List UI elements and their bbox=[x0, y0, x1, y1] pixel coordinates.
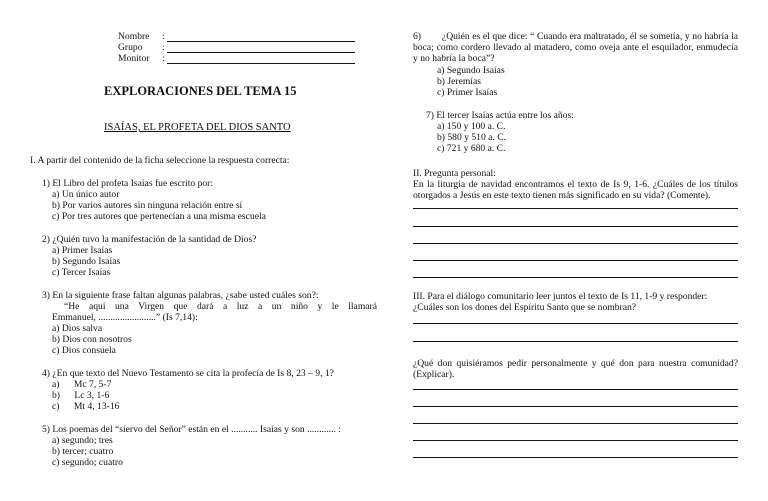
q3-option-b[interactable]: b) Dios con nosotros bbox=[52, 334, 132, 345]
q5-option-c[interactable]: c) segundo; cuatro bbox=[52, 457, 123, 468]
answer-line[interactable] bbox=[413, 341, 738, 342]
answer-line[interactable] bbox=[413, 260, 738, 261]
q4-option-c[interactable]: c) Mt 4, 13-16 bbox=[52, 401, 120, 412]
answer-line[interactable] bbox=[413, 323, 738, 324]
field-label: Grupo bbox=[118, 42, 143, 53]
answer-line[interactable] bbox=[413, 277, 738, 278]
field-label: Monitor bbox=[118, 53, 150, 64]
answer-line[interactable] bbox=[413, 406, 738, 407]
q5-stem: 5) Los poemas del “siervo del Señor” están en el ........... Isaías y son ............ : bbox=[42, 424, 341, 435]
q5-option-a[interactable]: a) segundo; tres bbox=[52, 435, 113, 446]
section2-heading: II. Pregunta personal: bbox=[413, 168, 496, 179]
q2-option-c[interactable]: c) Tercer Isaías bbox=[52, 267, 111, 278]
answer-line[interactable] bbox=[413, 457, 738, 458]
answer-line[interactable] bbox=[413, 243, 738, 244]
section4-question: ¿Qué don quisiéramos pedir personalmente y qué don para nuestra comunidad? (Explicar). bbox=[413, 358, 738, 380]
q2-stem: 2) ¿Quién tuvo la manifestación de la santidad de Dios? bbox=[42, 234, 257, 245]
q3-option-c[interactable]: c) Dios consuela bbox=[52, 345, 116, 356]
q6-option-b[interactable]: b) Jeremías bbox=[437, 76, 481, 87]
page-title: EXPLORACIONES DEL TEMA 15 bbox=[104, 84, 297, 98]
nombre-line[interactable] bbox=[167, 32, 355, 42]
section1-instruction: I. A partir del contenido de la ficha seleccione la respuesta correcta: bbox=[30, 155, 290, 166]
q6-option-c[interactable]: c) Primer Isaías bbox=[437, 87, 498, 98]
q1-option-b[interactable]: b) Por varios autores sin ninguna relación entre sí bbox=[52, 200, 243, 211]
answer-line[interactable] bbox=[413, 208, 738, 209]
answer-line[interactable] bbox=[413, 440, 738, 441]
q2-option-a[interactable]: a) Primer Isaías bbox=[52, 245, 113, 256]
q7-option-b[interactable]: b) 580 y 510 a. C. bbox=[437, 132, 507, 143]
q2-option-b[interactable]: b) Segundo Isaías bbox=[52, 256, 121, 267]
field-grupo[interactable]: Grupo : bbox=[118, 42, 355, 53]
field-monitor[interactable]: Monitor : bbox=[118, 53, 355, 64]
field-nombre[interactable]: Nombre : bbox=[118, 31, 355, 42]
answer-line[interactable] bbox=[413, 226, 738, 227]
q1-option-c[interactable]: c) Por tres autores que pertenecían a una misma escuela bbox=[52, 211, 266, 222]
grupo-line[interactable] bbox=[167, 43, 355, 53]
q4-option-a[interactable]: a) Mc 7, 5-7 bbox=[52, 379, 112, 390]
q7-option-a[interactable]: a) 150 y 100 a. C. bbox=[437, 121, 506, 132]
section2-question: En la liturgia de navidad encontramos el texto de Is 9, 1-6. ¿Cuáles de los títulos otorgados a Jesús en este texto tienen más significado en su vida? (Comente). bbox=[413, 179, 738, 201]
q6-text: 6) ¿Quién es el que dice: “ Cuando era maltratado, él se sometía, y no habría la boca; como cordero llevado al matadero, como oveja ante el esquilador, enmudecía y no habría la boca”? bbox=[413, 31, 741, 64]
section3-line2: ¿Cuáles son los dones del Espíritu Santo que se nombran? bbox=[413, 302, 637, 313]
q5-option-b[interactable]: b) tercer; cuatro bbox=[52, 446, 114, 457]
answer-line[interactable] bbox=[413, 423, 738, 424]
page-subtitle: ISAÍAS, EL PROFETA DEL DIOS SANTO bbox=[104, 122, 291, 133]
answer-line[interactable] bbox=[413, 389, 738, 390]
q7-stem: 7) El tercer Isaías actúa entre los años: bbox=[426, 110, 574, 121]
q6-option-a[interactable]: a) Segundo Isaías bbox=[437, 65, 505, 76]
q4-option-b[interactable]: b) Lc 3, 1-6 bbox=[52, 390, 110, 401]
q7-option-c[interactable]: c) 721 y 680 a. C. bbox=[437, 143, 506, 154]
q1-stem: 1) El Libro del profeta Isaías fue escrito por: bbox=[42, 178, 214, 189]
q3-stem: 3) En la siguiente frase faltan algunas palabras, ¿sabe usted cuáles son?: bbox=[42, 290, 319, 301]
q3-option-a[interactable]: a) Dios salva bbox=[52, 323, 103, 334]
q4-stem: 4) ¿En que texto del Nuevo Testamento se cita la profecía de Is 8, 23 – 9, 1? bbox=[42, 368, 334, 379]
field-label: Nombre bbox=[118, 31, 150, 42]
section3-line1: III. Para el diálogo comunitario leer juntos el texto de Is 11, 1-9 y responder: bbox=[413, 291, 708, 302]
q3-quote-line1: “He aquí una Virgen que dará a luz a un niño y le llamará bbox=[64, 301, 377, 312]
q1-option-a[interactable]: a) Un único autor bbox=[52, 189, 120, 200]
monitor-line[interactable] bbox=[167, 54, 355, 64]
q3-quote-line2: Emmanuel, ........................” (Is 7,14): bbox=[52, 312, 198, 323]
